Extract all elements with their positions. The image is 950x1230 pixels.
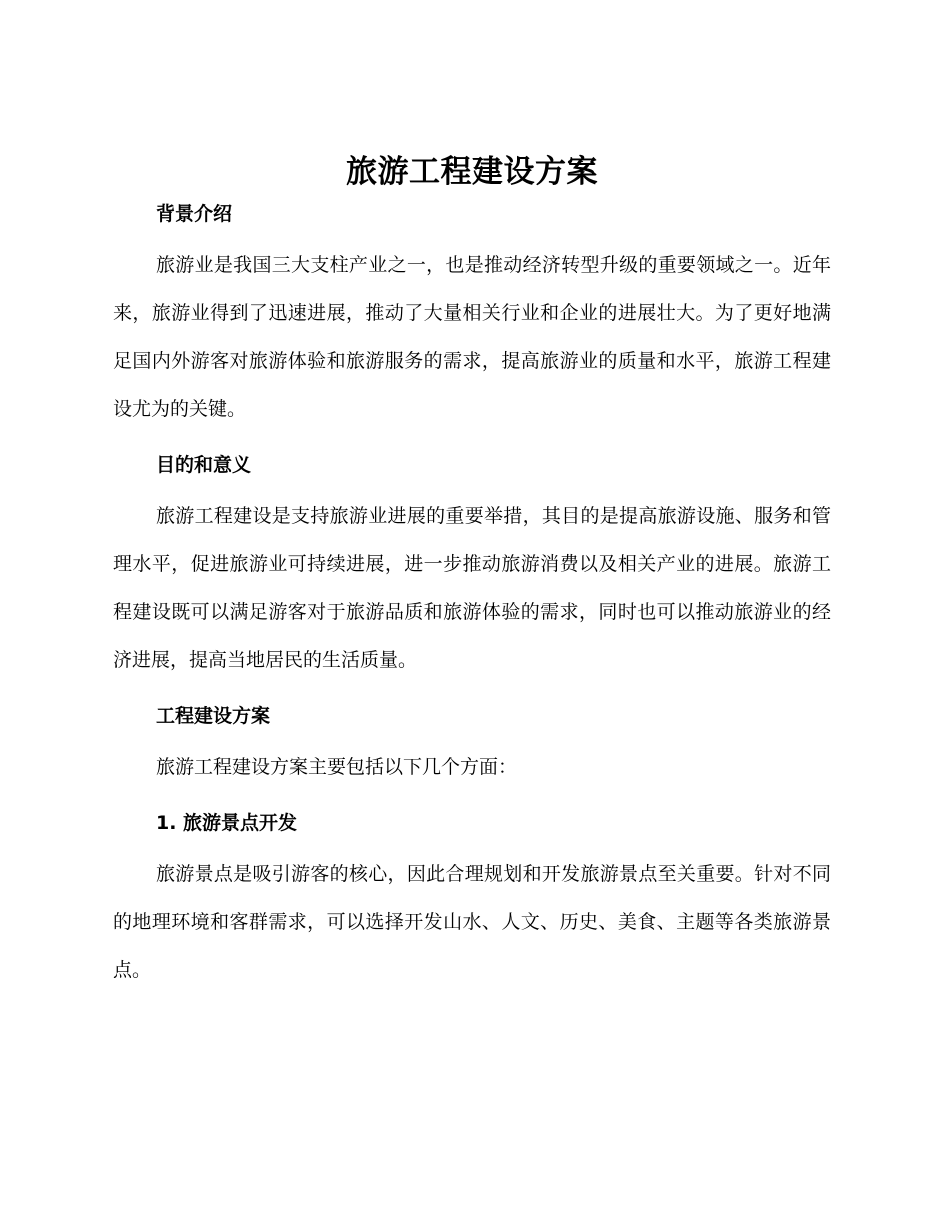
- document-page: [113, 148, 831, 994]
- section-attractions: [113, 807, 831, 994]
- section-heading: 1. 旅游景点开发: [156, 812, 298, 834]
- section-heading: 背景介绍: [156, 203, 233, 225]
- section-paragraph: 旅游景点是吸引游客的核心，因此合理规划和开发旅游景点至关重要。针对不同的地理环境和客群需求，可以选择开发山水、人文、历史、美食、主题等各类旅游景点。: [113, 863, 831, 981]
- section-paragraph: 旅游工程建设是支持旅游业进展的重要举措，其目的是提高旅游设施、服务和管理水平，促进旅游业可持续进展，进一步推动旅游消费以及相关产业的进展。旅游工程建设既可以满足游客对于旅游品质和旅游体验的需求，同时也可以推动旅游业的经济进展，提高当地居民的生活质量。: [113, 505, 831, 671]
- section-heading: 工程建设方案: [156, 705, 271, 727]
- section-paragraph: 旅游业是我国三大支柱产业之一，也是推动经济转型升级的重要领域之一。近年来，旅游业得到了迅速进展，推动了大量相关行业和企业的进展壮大。为了更好地满足国内外游客对旅游体验和旅游服务的需求，提高旅游业的质量和水平，旅游工程建设尤为的关键。: [113, 254, 831, 420]
- section-background: [113, 198, 831, 433]
- document-title: 旅游工程建设方案: [346, 154, 598, 190]
- section-paragraph: 旅游工程建设方案主要包括以下几个方面：: [156, 756, 518, 778]
- section-plan: [113, 700, 831, 791]
- section-heading: 目的和意义: [156, 454, 252, 476]
- section-purpose: [113, 449, 831, 684]
